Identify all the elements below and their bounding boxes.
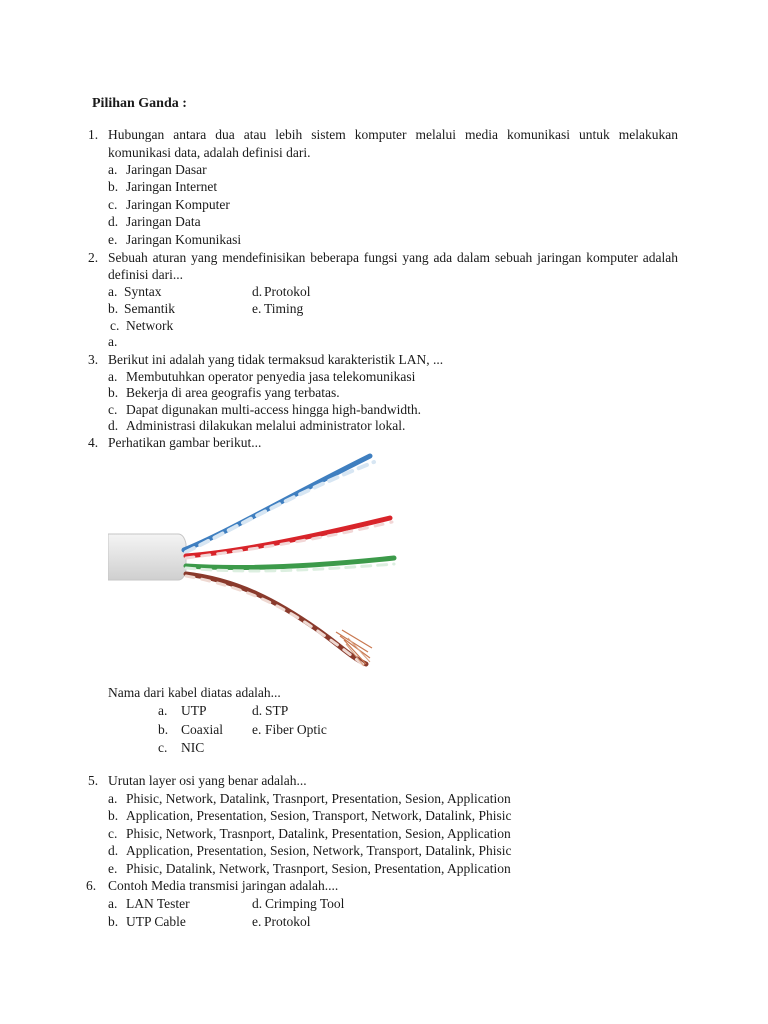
option-letter: d. [252,703,263,718]
option-text: Protokol [264,284,311,299]
option-text: Syntax [124,284,162,299]
question-text-cont: definisi dari... [108,267,183,282]
option-text: Protokol [264,914,311,929]
option-letter: d. [108,843,119,858]
question-number: 6. [86,878,97,893]
question-text-cont: komunikasi data, adalah definisi dari. [108,145,311,160]
option-letter: a. [108,162,118,177]
option-letter: c. [158,740,168,755]
option-letter: a. [108,334,118,349]
option-letter: c. [108,402,118,417]
option-letter: a. [108,284,118,299]
option-letter: e. [108,861,118,876]
option-letter: a. [108,896,118,911]
option-letter: b. [108,808,119,823]
option-text: UTP [181,703,207,718]
white-brown-wire [186,576,368,668]
brown-wire [186,574,366,664]
option-letter: b. [108,385,119,400]
question-text: Sebuah aturan yang mendefinisikan beberapa fungsi yang ada dalam sebuah jaringan komputer adalah [108,250,678,265]
question-text: Urutan layer osi yang benar adalah... [108,773,307,788]
option-letter: a. [108,369,118,384]
option-text: Application, Presentation, Sesion, Transport, Network, Datalink, Phisic [126,808,512,823]
option-text: STP [265,703,289,718]
option-text: Jaringan Komputer [126,197,230,212]
page-title: Pilihan Ganda : [92,96,187,111]
option-text: LAN Tester [126,896,190,911]
question-text: Perhatikan gambar berikut... [108,435,262,450]
option-letter: e. [252,914,262,929]
option-letter: d. [252,284,263,299]
question-number: 5. [88,773,99,788]
option-text: Administrasi dilakukan melalui administrator lokal. [126,418,406,433]
option-text: Fiber Optic [265,722,327,737]
option-letter: b. [108,301,119,316]
question-text: Berikut ini adalah yang tidak termaksud karakteristik LAN, ... [108,352,444,367]
option-text: Network [126,318,174,333]
option-letter: c. [108,197,118,212]
question-number: 3. [88,352,99,367]
option-letter: b. [158,722,169,737]
cable-jacket [108,534,186,580]
option-letter: a. [108,791,118,806]
option-text: Dapat digunakan multi-access hingga high-bandwidth. [126,402,422,417]
question-number: 1. [88,127,99,142]
option-letter: b. [108,179,119,194]
option-text: NIC [181,740,205,755]
option-text: UTP Cable [126,914,186,929]
option-letter: c. [110,318,120,333]
question-number: 2. [88,250,99,265]
option-text: Jaringan Internet [126,179,218,194]
option-text: Membutuhkan operator penyedia jasa telekomunikasi [126,369,416,384]
utp-cable-image [108,452,398,684]
option-letter: d. [252,896,263,911]
option-text: Coaxial [181,722,223,737]
option-letter: b. [108,914,119,929]
option-text: Jaringan Dasar [126,162,207,177]
option-text: Phisic, Network, Datalink, Trasnport, Presentation, Sesion, Application [126,791,511,806]
white-blue-wire [186,462,374,552]
option-letter: c. [108,826,118,841]
option-letter: d. [108,418,119,433]
question-text: Hubungan antara dua atau lebih sistem komputer melalui media komunikasi untuk melakukan [108,127,678,142]
option-text: Phisic, Network, Trasnport, Datalink, Presentation, Sesion, Application [126,826,511,841]
option-text: Bekerja di area geografis yang terbatas. [126,385,340,400]
question-text: Contoh Media transmisi jaringan adalah.... [108,878,339,893]
option-letter: a. [158,703,168,718]
option-text: Jaringan Data [126,214,201,229]
blue-wire [184,456,370,550]
option-text: Jaringan Komunikasi [126,232,242,247]
question-subtext: Nama dari kabel diatas adalah... [108,685,281,700]
option-text: Crimping Tool [265,896,345,911]
option-letter: d. [108,214,119,229]
option-letter: e. [252,301,262,316]
option-text: Application, Presentation, Sesion, Network, Transport, Datalink, Phisic [126,843,512,858]
option-text: Timing [264,301,304,316]
option-text: Phisic, Datalink, Network, Trasnport, Sesion, Presentation, Application [126,861,511,876]
question-number: 4. [88,435,99,450]
option-letter: e. [108,232,118,247]
option-text: Semantik [124,301,175,316]
option-letter: e. [252,722,262,737]
